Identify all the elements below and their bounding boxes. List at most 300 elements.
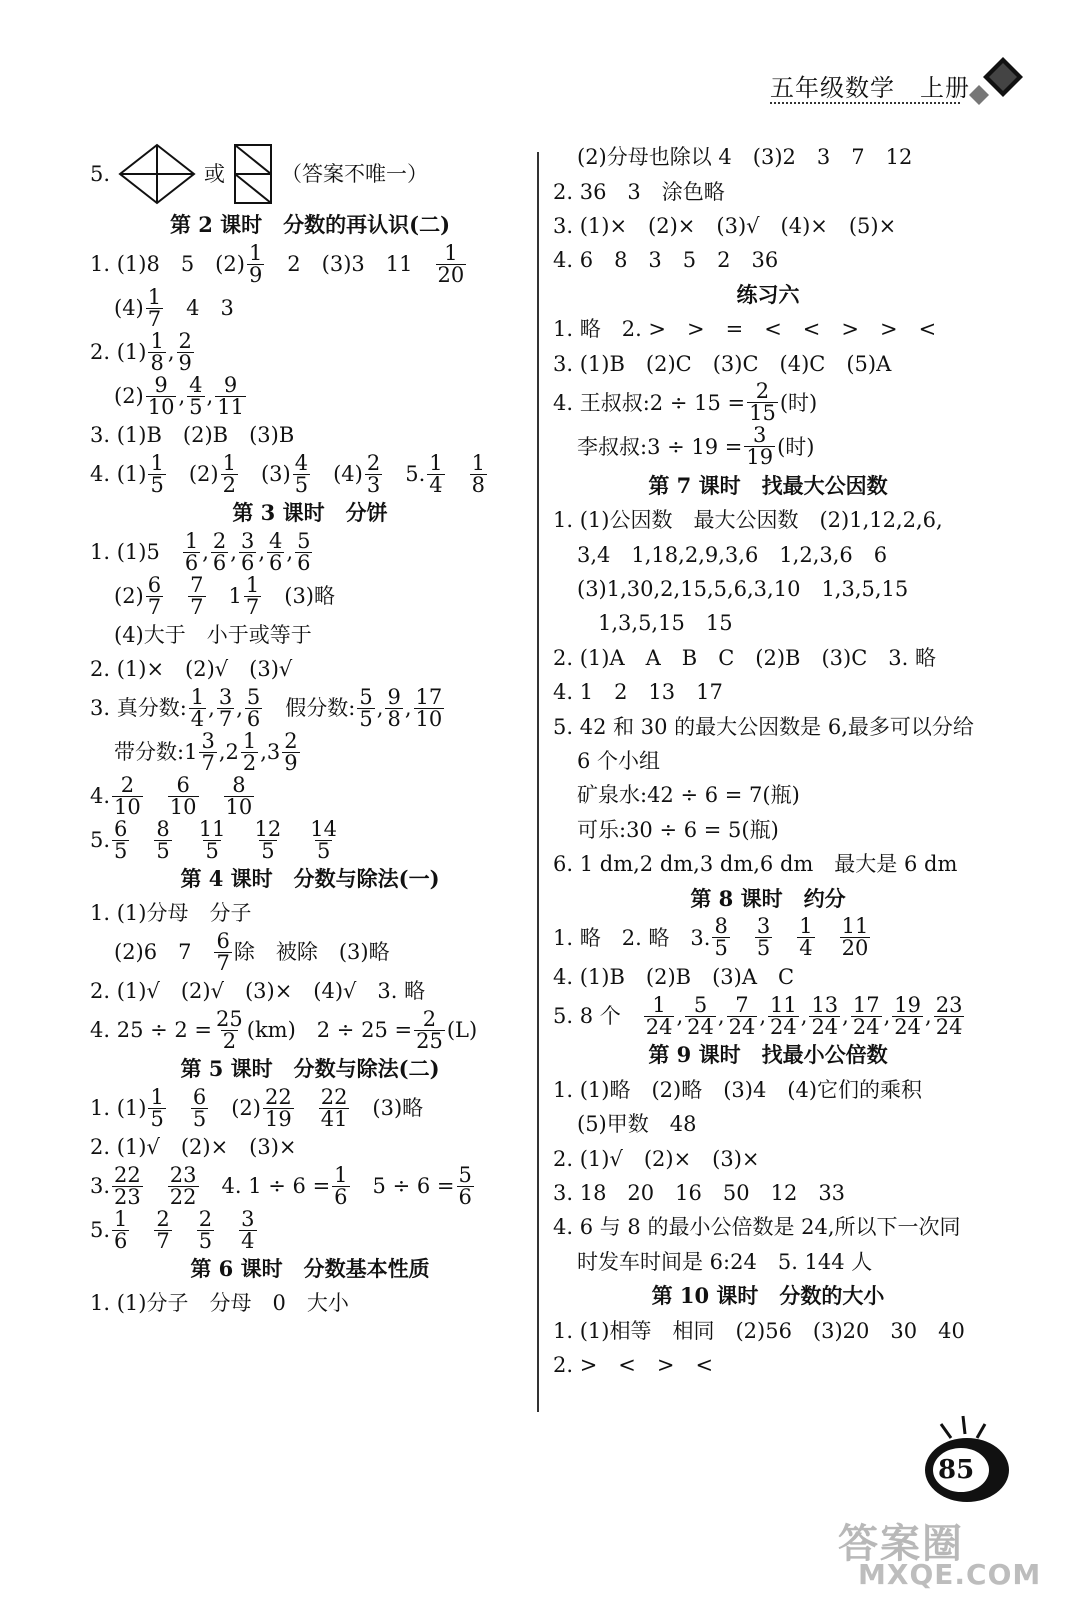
fraction [934, 992, 965, 1039]
answer-text: (时) [777, 434, 815, 459]
fraction-denominator: 4 [429, 472, 443, 497]
answer-text: 2. (1) [90, 340, 147, 364]
section-heading [90, 208, 530, 242]
fraction-numerator: 1 [114, 1206, 128, 1231]
fraction-denominator: 6 [269, 550, 283, 575]
answer-text: 3. 真分数: [90, 696, 187, 720]
answer-text: 2. 36 3 涂色略 [553, 179, 725, 204]
answer-line [553, 960, 983, 994]
fraction [414, 1006, 445, 1053]
answer-line [90, 1164, 530, 1208]
answer-text: (3)略 [351, 1096, 424, 1120]
fraction-numerator: 1 [150, 450, 164, 475]
fraction-denominator: 6 [458, 1184, 472, 1209]
fraction-denominator: 4 [241, 1228, 255, 1253]
answer-text: , [206, 384, 214, 408]
answer-line [553, 1348, 983, 1382]
fraction-denominator: 7 [201, 750, 215, 775]
answer-text: 2 (3)3 11 [266, 252, 434, 276]
fraction-numerator: 2 [212, 528, 227, 553]
fraction-denominator: 2 [222, 1028, 237, 1053]
fraction [199, 728, 216, 775]
fraction-denominator: 3 [366, 472, 381, 497]
column-divider [537, 152, 539, 1412]
fraction-numerator: 11 [198, 816, 226, 841]
answer-text: (2) [210, 1096, 261, 1120]
answer-line [553, 312, 983, 346]
answer-line [90, 452, 530, 496]
fraction-denominator: 24 [935, 1014, 963, 1039]
fraction [253, 816, 284, 863]
fraction [188, 572, 205, 619]
answer-text: (km) 2 ÷ 25 = [246, 1018, 413, 1042]
answer-text: (2) [167, 462, 219, 486]
answer-line [90, 818, 530, 862]
answer-text: （答案不唯一） [281, 162, 429, 186]
fraction [644, 992, 675, 1039]
fraction-numerator: 8 [232, 772, 246, 797]
fraction-numerator: 3 [753, 423, 767, 448]
answer-line [90, 652, 530, 686]
answer-text: 第 8 课时 约分 [690, 885, 846, 911]
answer-line [553, 243, 983, 277]
answer-line [553, 1245, 983, 1279]
fraction-denominator: 9 [178, 350, 192, 375]
answer-text [285, 829, 306, 851]
fraction-numerator: 3 [756, 914, 771, 939]
answer-text: , [202, 540, 209, 564]
answer-text: ,2 [218, 740, 239, 764]
answer-text: (时) [779, 390, 818, 415]
answer-text: 2. (1)A A B C (2)B (3)C 3. 略 [553, 645, 936, 670]
answer-line [90, 974, 530, 1008]
fraction-numerator: 1 [652, 992, 666, 1017]
answer-text: (5)甲数 48 [577, 1112, 697, 1137]
fraction-denominator: 6 [246, 706, 261, 731]
answer-text: 6 个小组 [577, 749, 661, 774]
fraction [457, 1162, 474, 1209]
fraction-numerator: 8 [714, 914, 728, 939]
answer-line [90, 896, 530, 930]
fraction [112, 816, 129, 863]
fraction [747, 381, 778, 424]
answer-line [553, 1210, 983, 1244]
answer-text: 4 3 [165, 296, 234, 320]
fraction-numerator: 5 [246, 684, 261, 709]
answer-line [90, 574, 530, 618]
fraction [148, 1084, 165, 1131]
fraction-numerator: 23 [935, 992, 963, 1017]
fraction-numerator: 5 [458, 1162, 472, 1187]
answer-text: (3) [239, 462, 291, 486]
answer-text: 4. 6 8 3 5 2 36 [553, 248, 779, 273]
fraction-numerator: 1 [242, 728, 257, 753]
fraction-denominator: 5 [359, 706, 373, 731]
answer-line [553, 1176, 983, 1210]
fraction-numerator: 14 [310, 816, 337, 841]
answer-line [90, 374, 530, 418]
fraction [214, 928, 231, 975]
answer-text: , [178, 384, 186, 408]
fraction [263, 1084, 294, 1131]
fraction-denominator: 8 [387, 706, 401, 731]
watermark-logo: 答案圈 [838, 1521, 964, 1567]
answer-text: 2. (1)√ (2)× (3)× [90, 1135, 297, 1159]
answer-line [90, 618, 530, 652]
answer-line [90, 774, 530, 818]
answer-text: , [676, 1004, 684, 1029]
fraction-numerator: 1 [184, 528, 199, 553]
answer-text: 3. 18 20 16 50 12 33 [553, 1180, 846, 1205]
answer-text: 4. [90, 784, 111, 808]
answer-text: 3. [90, 1174, 111, 1198]
fraction [211, 528, 228, 575]
answer-text: , [717, 1004, 725, 1029]
fraction [892, 992, 923, 1039]
fraction [744, 425, 775, 468]
answer-text: (3)1,30,2,15,5,6,3,10 1,3,5,15 [577, 577, 909, 602]
answer-text: ,3 [260, 740, 281, 764]
fraction [385, 684, 402, 731]
fraction [239, 1206, 256, 1253]
answer-column-left [90, 140, 530, 1320]
fraction-numerator: 1 [248, 240, 263, 265]
section-heading [90, 1052, 530, 1086]
fraction-numerator: 6 [216, 928, 230, 953]
answer-text [447, 463, 468, 485]
fraction [221, 450, 238, 497]
answer-line [553, 916, 983, 960]
fraction-numerator: 6 [114, 816, 128, 841]
answer-line [553, 1141, 983, 1175]
fraction-numerator: 5 [359, 684, 373, 709]
fraction-numerator: 4 [269, 528, 283, 553]
fraction-denominator: 24 [728, 1014, 756, 1039]
fraction-denominator: 6 [240, 550, 255, 575]
fraction-denominator: 9 [248, 262, 263, 287]
answer-line [90, 930, 530, 974]
fraction-denominator: 8 [150, 350, 164, 375]
answer-line [90, 330, 530, 374]
answer-line [553, 778, 983, 812]
answer-text: 3,4 1,18,2,9,3,6 1,2,3,6 6 [577, 542, 888, 567]
fraction [112, 1162, 143, 1209]
answer-line [553, 641, 983, 675]
answer-text: 时发车时间是 6:24 5. 144 人 [577, 1249, 873, 1274]
fraction-numerator: 4 [189, 372, 203, 397]
fraction [224, 772, 255, 819]
fraction [282, 728, 299, 775]
answer-text: 3. (1)B (2)B (3)B [90, 423, 295, 447]
fraction-numerator: 6 [176, 772, 190, 797]
fraction-numerator: 12 [254, 816, 282, 841]
answer-line [553, 744, 983, 778]
answer-text [732, 927, 753, 949]
answer-text: 1. (1)略 (2)略 (3)4 (4)它们的乘积 [553, 1077, 923, 1102]
fraction-denominator: 10 [415, 706, 443, 731]
fraction-denominator: 5 [150, 1106, 164, 1131]
fraction-numerator: 2 [366, 450, 381, 475]
fraction-numerator: 22 [114, 1162, 141, 1187]
fraction-numerator: 11 [841, 914, 869, 939]
fraction [112, 1206, 129, 1253]
answer-text [168, 1097, 189, 1119]
answer-text: 3. (1)B (2)C (3)C (4)C (5)A [553, 351, 892, 376]
fraction [146, 284, 163, 331]
answer-text: 2. (1)√ (2)√ (3)× (4)√ 3. 略 [90, 979, 426, 1003]
fraction [357, 684, 374, 731]
fraction [247, 240, 264, 287]
answer-line [553, 675, 983, 709]
fraction [168, 772, 199, 819]
fraction-denominator: 6 [334, 1184, 348, 1209]
answer-text: (4)大于 小于或等于 [114, 623, 312, 647]
fraction-denominator: 2 [242, 750, 257, 775]
answer-text [817, 927, 838, 949]
answer-text: 4. (1) [90, 462, 147, 486]
fraction-numerator: 2 [156, 1206, 170, 1231]
fraction-denominator: 7 [245, 594, 260, 619]
fraction-denominator: 41 [320, 1106, 348, 1131]
fraction [146, 372, 177, 419]
fraction-denominator: 20 [437, 262, 465, 287]
fraction [191, 1084, 208, 1131]
answer-text: 2. (1)× (2)√ (3)√ [90, 657, 293, 681]
fraction-numerator: 3 [241, 1206, 255, 1231]
fraction-numerator: 1 [190, 684, 205, 709]
fraction [365, 450, 382, 497]
answer-text: 4. 1 2 13 17 [553, 680, 723, 705]
answer-text: 第 4 课时 分数与除法(一) [180, 866, 440, 891]
fraction [685, 992, 716, 1039]
fraction [840, 916, 871, 959]
answer-text: 第 9 课时 找最小公倍数 [648, 1042, 888, 1068]
answer-line [553, 847, 983, 881]
fraction [112, 772, 143, 819]
fraction-numerator: 5 [693, 992, 708, 1017]
answer-text: , [208, 696, 215, 720]
answer-text: , [759, 1004, 767, 1029]
answer-text: (2)分母也除以 4 (3)2 3 7 12 [577, 145, 913, 170]
answer-text: 4. 王叔叔:2 ÷ 15 = [553, 390, 746, 415]
answer-text: , [404, 696, 412, 720]
fraction-denominator: 10 [225, 794, 253, 819]
fraction [187, 372, 204, 419]
answer-line [90, 286, 530, 330]
answer-text: 6. 1 dm,2 dm,3 dm,6 dm 最大是 6 dm [553, 852, 958, 877]
fraction [154, 816, 171, 863]
fraction-denominator: 10 [147, 394, 175, 419]
fraction-denominator: 4 [190, 706, 205, 731]
answer-text: 或 [204, 162, 226, 186]
answer-text: 假分数: [264, 696, 356, 720]
fraction-numerator: 22 [320, 1084, 348, 1109]
answer-text: 第 5 课时 分数与除法(二) [180, 1056, 440, 1081]
answer-line [90, 1208, 530, 1252]
watermark-url: MXQE.COM [858, 1558, 1042, 1591]
answer-text: (3)略 [263, 584, 335, 608]
answer-text: 可乐:30 ÷ 6 = 5(瓶) [577, 817, 779, 842]
section-heading [553, 1038, 983, 1072]
answer-text: 第 3 课时 分饼 [232, 500, 388, 525]
fraction-denominator: 5 [261, 838, 275, 863]
answer-text: 4. 1 ÷ 6 = [200, 1174, 331, 1198]
section-heading [553, 1279, 983, 1313]
fraction [851, 992, 882, 1039]
fraction-denominator: 7 [218, 706, 233, 731]
section-heading [90, 1252, 530, 1286]
fraction [177, 328, 194, 375]
fraction-denominator: 9 [284, 750, 298, 775]
answer-line [553, 709, 983, 743]
answer-text [165, 585, 186, 607]
fraction-denominator: 19 [746, 445, 774, 470]
fraction-denominator: 25 [416, 1028, 443, 1053]
answer-text: 1. 略 2. > > = < < > > < [553, 317, 937, 342]
fraction-numerator: 6 [192, 1084, 207, 1109]
fraction-denominator: 5 [198, 1228, 213, 1253]
fraction-denominator: 5 [756, 936, 771, 961]
answer-text: 1. (1)5 [90, 540, 181, 564]
answer-text: 4. 25 ÷ 2 = [90, 1018, 213, 1042]
fraction [183, 528, 200, 575]
answer-text [131, 829, 152, 851]
answer-text [131, 1219, 152, 1241]
fraction [215, 372, 246, 419]
fraction-denominator: 11 [217, 394, 244, 419]
fraction-numerator: 1 [147, 284, 162, 309]
fraction-numerator: 1 [150, 1084, 164, 1109]
fraction-denominator: 2 [222, 472, 236, 497]
answer-column-right [553, 140, 983, 1382]
answer-text: 5. [90, 162, 111, 186]
fraction-denominator: 7 [156, 1228, 170, 1253]
fraction-numerator: 17 [852, 992, 880, 1017]
fraction [727, 992, 758, 1039]
answer-text [174, 1219, 195, 1241]
answer-text: (2)6 7 [114, 940, 213, 964]
fraction [319, 1084, 350, 1131]
fraction [427, 450, 444, 497]
answer-line [553, 209, 983, 243]
fraction-numerator: 2 [198, 1206, 213, 1231]
section-heading [90, 862, 530, 896]
fraction-denominator: 5 [205, 838, 219, 863]
fraction [217, 684, 234, 731]
answer-line [553, 140, 983, 174]
fraction-numerator: 5 [297, 528, 311, 553]
fraction-numerator: 1 [222, 450, 236, 475]
fraction [197, 816, 228, 863]
answer-line [90, 1286, 530, 1320]
answer-text: 5. 42 和 30 的最大公因数是 6,最多可以分给 [553, 714, 974, 739]
answer-text: 李叔叔:3 ÷ 19 = [577, 434, 743, 459]
fraction [797, 916, 814, 959]
fraction-numerator: 2 [120, 772, 135, 797]
fraction-numerator: 23 [169, 1162, 197, 1187]
answer-text [216, 1219, 237, 1241]
fraction-numerator: 3 [240, 528, 255, 553]
answer-line [90, 1086, 530, 1130]
fraction [295, 528, 312, 575]
fraction [154, 1206, 171, 1253]
answer-line [90, 686, 530, 730]
fraction-denominator: 7 [147, 306, 162, 331]
answer-text: , [258, 540, 266, 564]
answer-text: 1. (1)公因数 最大公因数 (2)1,12,2,6, [553, 508, 943, 533]
fraction-denominator: 24 [687, 1014, 714, 1039]
answer-text: 1. (1)分子 分母 0 大小 [90, 1291, 349, 1315]
rectangle-figure-icon [233, 143, 273, 205]
header-dotted-rule [770, 102, 960, 104]
answer-text: 第 6 课时 分数基本性质 [190, 1256, 430, 1281]
fraction-denominator: 5 [189, 394, 203, 419]
answer-text [296, 1097, 317, 1119]
answer-line [553, 1313, 983, 1347]
answer-text [145, 785, 166, 807]
fraction-numerator: 25 [216, 1006, 243, 1031]
fraction-denominator: 7 [216, 950, 230, 975]
fraction-denominator: 24 [645, 1014, 673, 1039]
answer-text: 2. (1)√ (2)× (3)× [553, 1146, 760, 1171]
answer-line [553, 538, 983, 572]
answer-text: (4) [312, 462, 363, 486]
answer-text: 第 2 课时 分数的再认识(二) [169, 212, 451, 237]
fraction-numerator: 1 [334, 1162, 348, 1187]
answer-text: 3. (1)× (2)× (3)√ (4)× (5)× [553, 213, 897, 238]
answer-line [90, 140, 530, 208]
answer-text: , [286, 540, 294, 564]
answer-text: 5. [90, 828, 111, 852]
answer-text: 4. 6 与 8 的最小公倍数是 24,所以下一次同 [553, 1215, 961, 1240]
answer-text: 5. 8 个 [553, 1004, 642, 1029]
answer-text: 第 10 课时 分数的大小 [651, 1283, 885, 1309]
fraction-numerator: 9 [387, 684, 401, 709]
fraction [245, 684, 262, 731]
fraction-denominator: 6 [297, 550, 311, 575]
answer-text: , [800, 1004, 808, 1029]
answer-text: 1. (1)8 5 (2) [90, 252, 245, 276]
answer-line [90, 730, 530, 774]
fraction-numerator: 7 [735, 992, 749, 1017]
fraction-denominator: 20 [841, 936, 869, 961]
answer-line [90, 530, 530, 574]
fraction-denominator: 10 [114, 794, 141, 819]
answer-text: 5. [384, 462, 426, 486]
fraction [768, 992, 799, 1039]
answer-text: 带分数:1 [114, 740, 198, 764]
fraction-numerator: 3 [201, 728, 215, 753]
fraction [712, 916, 729, 959]
fraction-denominator: 5 [156, 838, 170, 863]
fraction-denominator: 5 [114, 838, 128, 863]
fraction [755, 916, 772, 959]
answer-text: 矿泉水:42 ÷ 6 = 7(瓶) [577, 783, 800, 808]
fraction [146, 572, 163, 619]
answer-line [553, 381, 983, 425]
fraction-numerator: 1 [799, 914, 813, 939]
answer-text: (4) [114, 296, 144, 320]
fraction [267, 528, 284, 575]
answer-text: 练习六 [736, 281, 800, 307]
diamond-figure-icon [118, 143, 196, 205]
answer-line [553, 346, 983, 380]
answer-text: (2) [114, 384, 144, 408]
fraction [414, 684, 445, 731]
fraction-denominator: 5 [714, 936, 728, 961]
answer-line [553, 994, 983, 1038]
fraction-numerator: 1 [471, 450, 486, 475]
